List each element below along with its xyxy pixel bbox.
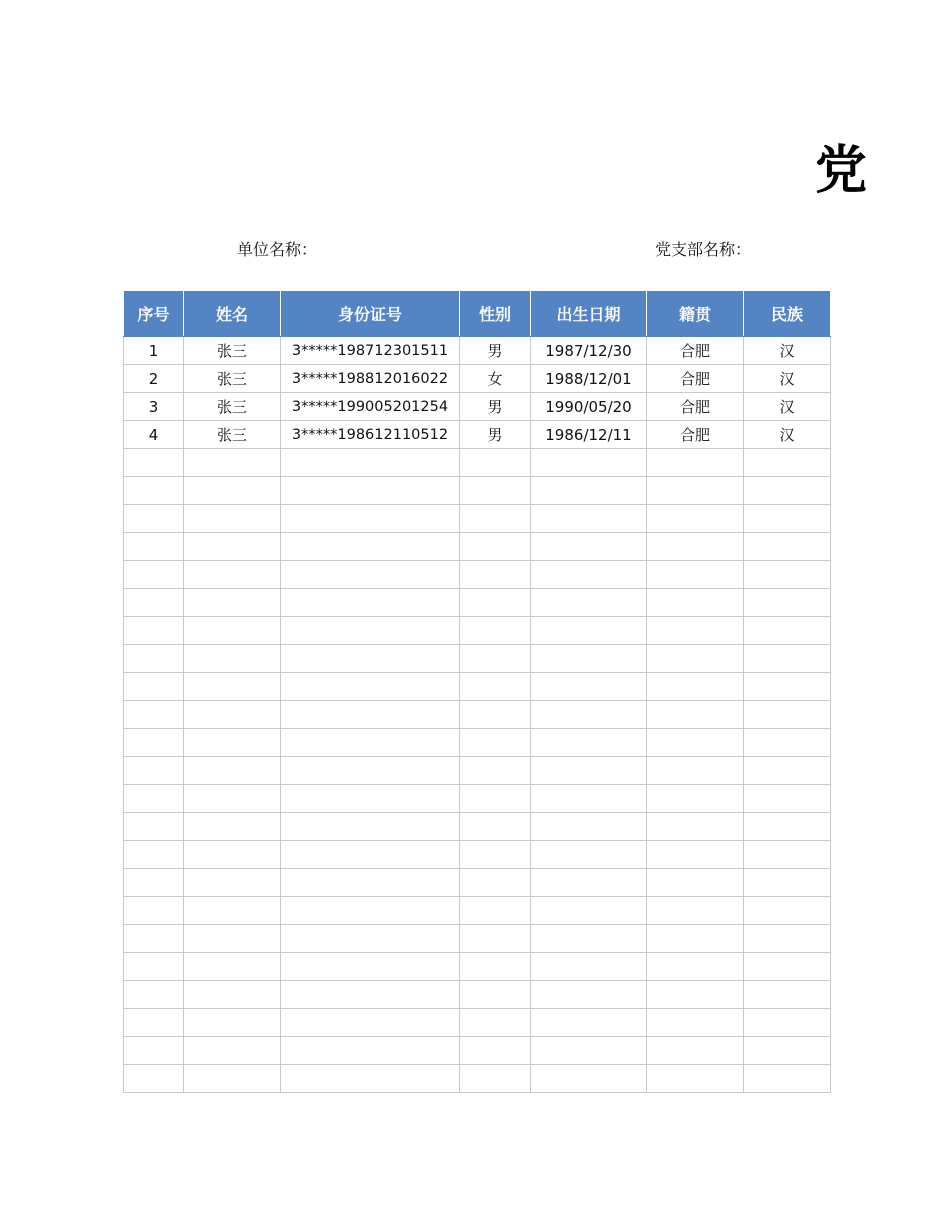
empty-table-row (124, 953, 831, 981)
empty-birth-date-cell[interactable] (531, 505, 647, 533)
empty-id-number-cell[interactable] (281, 673, 460, 701)
empty-gender-cell[interactable] (460, 1009, 531, 1037)
empty-native-place-cell[interactable] (647, 813, 744, 841)
empty-table-row (124, 477, 831, 505)
empty-ethnicity-cell[interactable] (744, 701, 831, 729)
empty-id-number-cell[interactable] (281, 477, 460, 505)
table-row (124, 393, 831, 421)
empty-ethnicity-cell[interactable] (744, 617, 831, 645)
empty-native-place-cell[interactable] (647, 1037, 744, 1065)
empty-birth-date-cell[interactable] (531, 645, 647, 673)
empty-birth-date-cell[interactable] (531, 841, 647, 869)
empty-gender-cell[interactable] (460, 617, 531, 645)
empty-seq-cell[interactable] (124, 617, 184, 645)
column-header-seq: 序号 (124, 291, 184, 337)
document-title (815, 140, 868, 202)
empty-gender-cell[interactable] (460, 897, 531, 925)
party-branch-name-label: 党支部名称： (655, 240, 752, 259)
empty-table-row (124, 505, 831, 533)
empty-name-cell[interactable] (184, 897, 281, 925)
empty-seq-cell[interactable] (124, 477, 184, 505)
empty-birth-date-cell[interactable] (531, 617, 647, 645)
empty-seq-cell[interactable] (124, 1065, 184, 1093)
birth-date-cell[interactable]: 1987/12/30 (531, 337, 647, 365)
unit-name-label: 单位名称： (237, 240, 318, 259)
empty-birth-date-cell[interactable] (531, 757, 647, 785)
empty-table-row (124, 589, 831, 617)
empty-ethnicity-cell[interactable] (744, 589, 831, 617)
name-cell[interactable]: 张三 (184, 365, 281, 393)
empty-native-place-cell[interactable] (647, 505, 744, 533)
empty-seq-cell[interactable] (124, 533, 184, 561)
empty-table-row (124, 701, 831, 729)
empty-name-cell[interactable] (184, 673, 281, 701)
empty-id-number-cell[interactable] (281, 813, 460, 841)
table-row (124, 365, 831, 393)
empty-seq-cell[interactable] (124, 841, 184, 869)
empty-native-place-cell[interactable] (647, 953, 744, 981)
empty-gender-cell[interactable] (460, 533, 531, 561)
empty-gender-cell[interactable] (460, 981, 531, 1009)
empty-name-cell[interactable] (184, 869, 281, 897)
empty-gender-cell[interactable] (460, 785, 531, 813)
member-roster-table (123, 290, 831, 1093)
empty-name-cell[interactable] (184, 561, 281, 589)
empty-seq-cell[interactable] (124, 505, 184, 533)
empty-seq-cell[interactable] (124, 589, 184, 617)
native-place-cell[interactable]: 合肥 (647, 421, 744, 449)
empty-id-number-cell[interactable] (281, 1065, 460, 1093)
empty-seq-cell[interactable] (124, 869, 184, 897)
empty-native-place-cell[interactable] (647, 673, 744, 701)
empty-table-row (124, 813, 831, 841)
empty-gender-cell[interactable] (460, 869, 531, 897)
empty-gender-cell[interactable] (460, 1037, 531, 1065)
ethnicity-cell[interactable]: 汉 (744, 365, 831, 393)
empty-ethnicity-cell[interactable] (744, 449, 831, 477)
empty-seq-cell[interactable] (124, 1009, 184, 1037)
empty-seq-cell[interactable] (124, 449, 184, 477)
empty-ethnicity-cell[interactable] (744, 813, 831, 841)
name-cell[interactable]: 张三 (184, 337, 281, 365)
empty-ethnicity-cell[interactable] (744, 1037, 831, 1065)
empty-gender-cell[interactable] (460, 841, 531, 869)
empty-table-row (124, 1037, 831, 1065)
ethnicity-cell[interactable]: 汉 (744, 393, 831, 421)
empty-birth-date-cell[interactable] (531, 869, 647, 897)
empty-name-cell[interactable] (184, 1065, 281, 1093)
empty-gender-cell[interactable] (460, 701, 531, 729)
empty-native-place-cell[interactable] (647, 1009, 744, 1037)
empty-native-place-cell[interactable] (647, 561, 744, 589)
empty-native-place-cell[interactable] (647, 645, 744, 673)
empty-native-place-cell[interactable] (647, 701, 744, 729)
empty-id-number-cell[interactable] (281, 953, 460, 981)
empty-birth-date-cell[interactable] (531, 925, 647, 953)
empty-birth-date-cell[interactable] (531, 981, 647, 1009)
empty-seq-cell[interactable] (124, 925, 184, 953)
empty-ethnicity-cell[interactable] (744, 645, 831, 673)
empty-ethnicity-cell[interactable] (744, 897, 831, 925)
empty-native-place-cell[interactable] (647, 449, 744, 477)
empty-seq-cell[interactable] (124, 645, 184, 673)
birth-date-cell[interactable]: 1986/12/11 (531, 421, 647, 449)
document-title-text: 党 (815, 141, 868, 201)
empty-name-cell[interactable] (184, 617, 281, 645)
empty-ethnicity-cell[interactable] (744, 925, 831, 953)
empty-ethnicity-cell[interactable] (744, 729, 831, 757)
empty-id-number-cell[interactable] (281, 869, 460, 897)
seq-cell[interactable]: 3 (124, 393, 184, 421)
column-header-ethnicity: 民族 (744, 291, 831, 337)
empty-table-row (124, 897, 831, 925)
empty-birth-date-cell[interactable] (531, 477, 647, 505)
empty-gender-cell[interactable] (460, 477, 531, 505)
empty-id-number-cell[interactable] (281, 841, 460, 869)
empty-table-row (124, 673, 831, 701)
empty-ethnicity-cell[interactable] (744, 869, 831, 897)
empty-ethnicity-cell[interactable] (744, 785, 831, 813)
empty-table-row (124, 729, 831, 757)
ethnicity-cell[interactable]: 汉 (744, 337, 831, 365)
empty-id-number-cell[interactable] (281, 785, 460, 813)
birth-date-cell[interactable]: 1990/05/20 (531, 393, 647, 421)
empty-id-number-cell[interactable] (281, 505, 460, 533)
birth-date-cell[interactable]: 1988/12/01 (531, 365, 647, 393)
id-number-cell[interactable]: 3*****198712301511 (281, 337, 460, 365)
empty-gender-cell[interactable] (460, 1065, 531, 1093)
empty-id-number-cell[interactable] (281, 645, 460, 673)
empty-id-number-cell[interactable] (281, 449, 460, 477)
table-row (124, 421, 831, 449)
empty-ethnicity-cell[interactable] (744, 1009, 831, 1037)
empty-gender-cell[interactable] (460, 757, 531, 785)
empty-name-cell[interactable] (184, 953, 281, 981)
column-header-name: 姓名 (184, 291, 281, 337)
empty-name-cell[interactable] (184, 701, 281, 729)
empty-seq-cell[interactable] (124, 701, 184, 729)
empty-ethnicity-cell[interactable] (744, 1065, 831, 1093)
empty-table-row (124, 841, 831, 869)
empty-ethnicity-cell[interactable] (744, 953, 831, 981)
table-row (124, 337, 831, 365)
empty-ethnicity-cell[interactable] (744, 757, 831, 785)
table-body (124, 337, 831, 1093)
empty-birth-date-cell[interactable] (531, 701, 647, 729)
table-header-row (124, 291, 831, 337)
empty-table-row (124, 1065, 831, 1093)
empty-table-row (124, 981, 831, 1009)
gender-cell[interactable]: 男 (460, 421, 531, 449)
column-header-id-number: 身份证号 (281, 291, 460, 337)
empty-birth-date-cell[interactable] (531, 589, 647, 617)
empty-seq-cell[interactable] (124, 1037, 184, 1065)
empty-seq-cell[interactable] (124, 561, 184, 589)
empty-name-cell[interactable] (184, 729, 281, 757)
empty-name-cell[interactable] (184, 981, 281, 1009)
seq-cell[interactable]: 2 (124, 365, 184, 393)
empty-birth-date-cell[interactable] (531, 673, 647, 701)
empty-native-place-cell[interactable] (647, 617, 744, 645)
empty-id-number-cell[interactable] (281, 589, 460, 617)
empty-ethnicity-cell[interactable] (744, 841, 831, 869)
gender-cell[interactable]: 男 (460, 337, 531, 365)
ethnicity-cell[interactable]: 汉 (744, 421, 831, 449)
native-place-cell[interactable]: 合肥 (647, 365, 744, 393)
column-header-gender: 性别 (460, 291, 531, 337)
native-place-cell[interactable]: 合肥 (647, 337, 744, 365)
empty-seq-cell[interactable] (124, 813, 184, 841)
empty-table-row (124, 757, 831, 785)
empty-gender-cell[interactable] (460, 673, 531, 701)
empty-id-number-cell[interactable] (281, 925, 460, 953)
empty-id-number-cell[interactable] (281, 1037, 460, 1065)
empty-table-row (124, 617, 831, 645)
empty-birth-date-cell[interactable] (531, 1037, 647, 1065)
empty-ethnicity-cell[interactable] (744, 561, 831, 589)
empty-name-cell[interactable] (184, 757, 281, 785)
empty-name-cell[interactable] (184, 449, 281, 477)
empty-name-cell[interactable] (184, 1037, 281, 1065)
empty-gender-cell[interactable] (460, 925, 531, 953)
empty-name-cell[interactable] (184, 477, 281, 505)
empty-seq-cell[interactable] (124, 729, 184, 757)
empty-id-number-cell[interactable] (281, 729, 460, 757)
empty-native-place-cell[interactable] (647, 757, 744, 785)
empty-id-number-cell[interactable] (281, 701, 460, 729)
empty-id-number-cell[interactable] (281, 533, 460, 561)
empty-gender-cell[interactable] (460, 589, 531, 617)
empty-native-place-cell[interactable] (647, 729, 744, 757)
empty-birth-date-cell[interactable] (531, 953, 647, 981)
empty-seq-cell[interactable] (124, 673, 184, 701)
empty-name-cell[interactable] (184, 533, 281, 561)
empty-birth-date-cell[interactable] (531, 1009, 647, 1037)
empty-id-number-cell[interactable] (281, 561, 460, 589)
empty-native-place-cell[interactable] (647, 841, 744, 869)
empty-table-row (124, 925, 831, 953)
empty-native-place-cell[interactable] (647, 925, 744, 953)
empty-native-place-cell[interactable] (647, 533, 744, 561)
name-cell[interactable]: 张三 (184, 421, 281, 449)
empty-native-place-cell[interactable] (647, 869, 744, 897)
empty-id-number-cell[interactable] (281, 617, 460, 645)
seq-cell[interactable]: 4 (124, 421, 184, 449)
empty-birth-date-cell[interactable] (531, 561, 647, 589)
name-cell[interactable]: 张三 (184, 393, 281, 421)
empty-birth-date-cell[interactable] (531, 1065, 647, 1093)
empty-name-cell[interactable] (184, 589, 281, 617)
empty-seq-cell[interactable] (124, 981, 184, 1009)
empty-table-row (124, 561, 831, 589)
empty-gender-cell[interactable] (460, 813, 531, 841)
empty-table-row (124, 785, 831, 813)
empty-name-cell[interactable] (184, 813, 281, 841)
gender-cell[interactable]: 女 (460, 365, 531, 393)
empty-table-row (124, 449, 831, 477)
id-number-cell[interactable]: 3*****199005201254 (281, 393, 460, 421)
id-number-cell[interactable]: 3*****198812016022 (281, 365, 460, 393)
empty-birth-date-cell[interactable] (531, 449, 647, 477)
empty-ethnicity-cell[interactable] (744, 673, 831, 701)
empty-seq-cell[interactable] (124, 897, 184, 925)
gender-cell[interactable]: 男 (460, 393, 531, 421)
empty-table-row (124, 645, 831, 673)
empty-seq-cell[interactable] (124, 785, 184, 813)
empty-native-place-cell[interactable] (647, 1065, 744, 1093)
empty-name-cell[interactable] (184, 925, 281, 953)
empty-name-cell[interactable] (184, 645, 281, 673)
empty-gender-cell[interactable] (460, 645, 531, 673)
empty-seq-cell[interactable] (124, 953, 184, 981)
empty-native-place-cell[interactable] (647, 589, 744, 617)
empty-birth-date-cell[interactable] (531, 813, 647, 841)
empty-birth-date-cell[interactable] (531, 729, 647, 757)
empty-table-row (124, 1009, 831, 1037)
empty-ethnicity-cell[interactable] (744, 981, 831, 1009)
column-header-birth-date: 出生日期 (531, 291, 647, 337)
empty-native-place-cell[interactable] (647, 477, 744, 505)
empty-ethnicity-cell[interactable] (744, 533, 831, 561)
empty-gender-cell[interactable] (460, 561, 531, 589)
empty-birth-date-cell[interactable] (531, 533, 647, 561)
empty-id-number-cell[interactable] (281, 1009, 460, 1037)
empty-native-place-cell[interactable] (647, 981, 744, 1009)
empty-id-number-cell[interactable] (281, 897, 460, 925)
empty-birth-date-cell[interactable] (531, 785, 647, 813)
empty-name-cell[interactable] (184, 1009, 281, 1037)
empty-gender-cell[interactable] (460, 505, 531, 533)
column-header-native-place: 籍贯 (647, 291, 744, 337)
empty-native-place-cell[interactable] (647, 897, 744, 925)
empty-name-cell[interactable] (184, 505, 281, 533)
empty-native-place-cell[interactable] (647, 785, 744, 813)
empty-name-cell[interactable] (184, 841, 281, 869)
empty-gender-cell[interactable] (460, 449, 531, 477)
empty-gender-cell[interactable] (460, 953, 531, 981)
seq-cell[interactable]: 1 (124, 337, 184, 365)
empty-seq-cell[interactable] (124, 757, 184, 785)
empty-ethnicity-cell[interactable] (744, 477, 831, 505)
empty-gender-cell[interactable] (460, 729, 531, 757)
empty-ethnicity-cell[interactable] (744, 505, 831, 533)
native-place-cell[interactable]: 合肥 (647, 393, 744, 421)
empty-name-cell[interactable] (184, 785, 281, 813)
empty-id-number-cell[interactable] (281, 981, 460, 1009)
empty-table-row (124, 869, 831, 897)
empty-birth-date-cell[interactable] (531, 897, 647, 925)
empty-table-row (124, 533, 831, 561)
id-number-cell[interactable]: 3*****198612110512 (281, 421, 460, 449)
empty-id-number-cell[interactable] (281, 757, 460, 785)
